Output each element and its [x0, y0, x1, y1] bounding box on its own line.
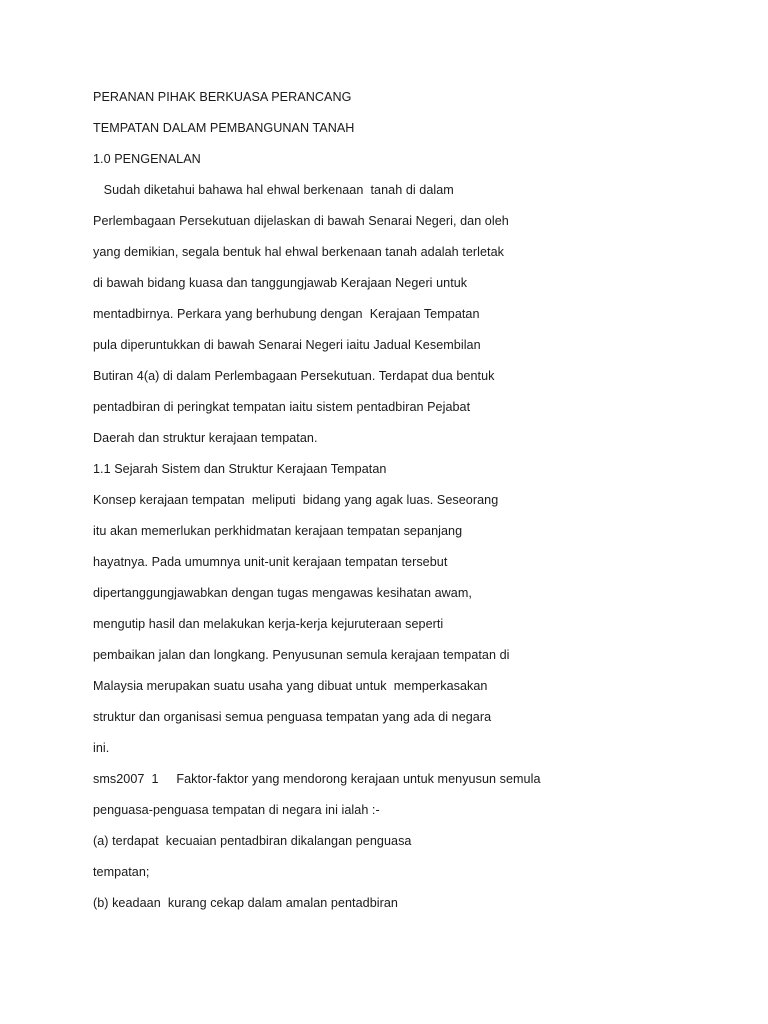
list-item: (a) terdapat kecuaian pentadbiran dikalangan penguasa: [93, 834, 412, 848]
paragraph-line: dipertanggungjawabkan dengan tugas mengawas kesihatan awam,: [93, 586, 472, 600]
paragraph-line: ini.: [93, 741, 110, 755]
section-heading-history: 1.1 Sejarah Sistem dan Struktur Kerajaan Tempatan: [93, 462, 387, 476]
paragraph-factors: [93, 768, 733, 923]
paragraph-line: mengutip hasil dan melakukan kerja-kerja kejuruteraan seperti: [93, 617, 444, 631]
paragraph-line: penguasa-penguasa tempatan di negara ini ialah :-: [93, 803, 380, 817]
document-page: [93, 86, 733, 923]
list-item-continued: tempatan;: [93, 865, 150, 879]
section-heading-introduction: 1.0 PENGENALAN: [93, 152, 201, 166]
paragraph-line: Butiran 4(a) di dalam Perlembagaan Persekutuan. Terdapat dua bentuk: [93, 369, 495, 383]
paragraph-introduction: [93, 179, 733, 458]
paragraph-line: mentadbirnya. Perkara yang berhubung dengan Kerajaan Tempatan: [93, 307, 480, 321]
document-title-continued: TEMPATAN DALAM PEMBANGUNAN TANAH: [93, 121, 355, 135]
paragraph-line: hayatnya. Pada umumnya unit-unit kerajaan tempatan tersebut: [93, 555, 448, 569]
paragraph-line: pembaikan jalan dan longkang. Penyusunan semula kerajaan tempatan di: [93, 648, 510, 662]
paragraph-line: Daerah dan struktur kerajaan tempatan.: [93, 431, 318, 445]
paragraph-line: pula diperuntukkan di bawah Senarai Negeri iaitu Jadual Kesembilan: [93, 338, 481, 352]
list-item: (b) keadaan kurang cekap dalam amalan pentadbiran: [93, 896, 398, 910]
paragraph-line: Konsep kerajaan tempatan meliputi bidang yang agak luas. Seseorang: [93, 493, 499, 507]
paragraph-line: sms2007 1 Faktor-faktor yang mendorong kerajaan untuk menyusun semula: [93, 772, 541, 786]
paragraph-line: struktur dan organisasi semua penguasa tempatan yang ada di negara: [93, 710, 492, 724]
paragraph-line: di bawah bidang kuasa dan tanggungjawab Kerajaan Negeri untuk: [93, 276, 468, 290]
paragraph-line: pentadbiran di peringkat tempatan iaitu sistem pentadbiran Pejabat: [93, 400, 471, 414]
document-title: PERANAN PIHAK BERKUASA PERANCANG: [93, 90, 352, 104]
paragraph-line: itu akan memerlukan perkhidmatan kerajaan tempatan sepanjang: [93, 524, 463, 538]
paragraph-history: [93, 489, 733, 768]
paragraph-line: Malaysia merupakan suatu usaha yang dibuat untuk memperkasakan: [93, 679, 488, 693]
paragraph-line: Perlembagaan Persekutuan dijelaskan di bawah Senarai Negeri, dan oleh: [93, 214, 509, 228]
paragraph-line: yang demikian, segala bentuk hal ehwal berkenaan tanah adalah terletak: [93, 245, 504, 259]
paragraph-line: Sudah diketahui bahawa hal ehwal berkenaan tanah di dalam: [93, 183, 454, 197]
